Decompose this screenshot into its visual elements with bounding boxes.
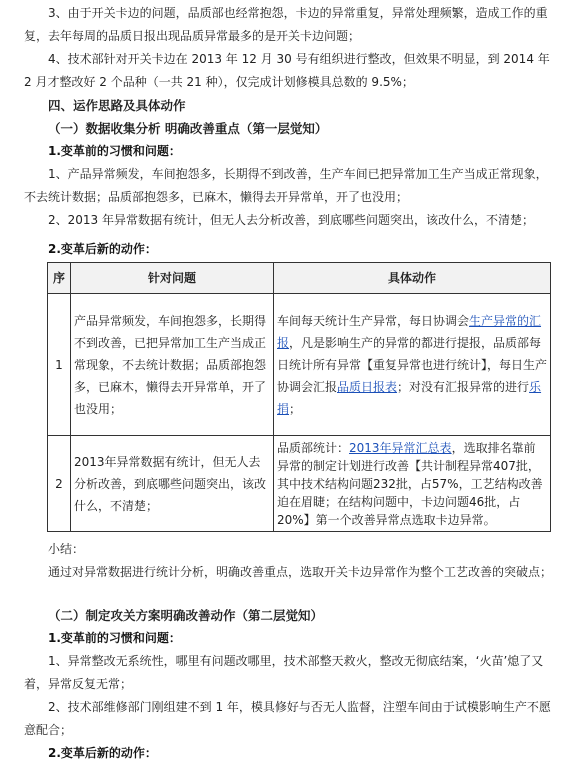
row-action bbox=[274, 294, 551, 436]
paragraph-intro-3: 3、由于开关卡边的问题，品质部也经常抱怨，卡边的异常重复，异常处理频繁，造成工作的重复，去年每周的品质日报出现品质异常最多的是开关卡边问题； bbox=[24, 6, 548, 43]
quality-daily-report-link[interactable]: 品质日报表 bbox=[337, 379, 398, 394]
section-title: 四、运作思路及具体动作 bbox=[48, 98, 186, 113]
row-action-text: ；对没有汇报异常的进行 bbox=[397, 379, 530, 394]
row-action bbox=[274, 436, 551, 532]
action-table bbox=[47, 262, 551, 532]
row-problem bbox=[71, 294, 274, 436]
header-action: 具体动作 bbox=[274, 263, 551, 294]
exception-summary-link[interactable]: 2013年异常汇总表 bbox=[349, 440, 452, 455]
row-number: 2 bbox=[48, 436, 71, 532]
header-no: 序 bbox=[48, 263, 71, 294]
donation-link[interactable]: 乐捐 bbox=[277, 379, 542, 416]
row-problem-text: 2013年异常数据有统计，但无人去分析改善，到底哪些问题突出，该改什么，不清楚； bbox=[74, 454, 267, 513]
subsection-title-2: （二）制定攻关方案明确改善动作（第二层觉知） bbox=[48, 608, 324, 623]
row-number: 1 bbox=[48, 294, 71, 436]
paragraph-intro-4: 4、技术部针对开关卡边在 2013 年 12 月 30 号有组织进行整改，但效果不明显，到 2014 年 2 月才整改好 2 个品种（一共 21 种），仅完成计划修模具总数的 9.5%； bbox=[24, 52, 550, 89]
row-problem-text: 产品异常频发，车间抱怨多，长期得不到改善，已把异常加工生产当成正常现象，不去统计数据；品质部抱怨多，已麻木，懒得去开异常单，开了也没用； bbox=[74, 313, 267, 416]
row-action-text: ，凡是影响生产的异常的都进行提报，品质部每日统计所有异常【重复异常也进行统计】，每日生产协调会汇报 bbox=[277, 335, 548, 394]
summary-title: 小结： bbox=[48, 542, 85, 556]
summary-text: 通过对异常数据进行统计分析，明确改善重点，选取开关卡边异常作为整个工艺改善的突破点； bbox=[48, 565, 553, 579]
table-header-row bbox=[48, 263, 551, 294]
after2-title: 2.变革后新的动作： bbox=[48, 746, 157, 760]
before-item-1: 1、产品异常频发，车间抱怨多，长期得不到改善，生产车间已把异常加工生产当成正常现象，不去统计数据；品质部抱怨多，已麻木，懒得去开异常单，开了也没用； bbox=[24, 167, 548, 204]
row-action-text: 车间每天统计生产异常，每日协调会 bbox=[277, 313, 470, 328]
row-action-text: 品质部统计： bbox=[277, 440, 350, 455]
before2-title: 1.变革前的习惯和问题： bbox=[48, 631, 181, 645]
before-title: 1.变革前的习惯和问题： bbox=[48, 144, 181, 158]
before-item-2: 2、2013 年异常数据有统计，但无人去分析改善，到底哪些问题突出，该改什么，不清楚； bbox=[48, 213, 534, 227]
table-row bbox=[48, 294, 551, 436]
after-title: 2.变革后新的动作： bbox=[48, 242, 157, 256]
row-problem bbox=[71, 436, 274, 532]
row-action-text: ，选取排名靠前异常的制定计划进行改善【共计制程异常407批，其中技术结构问题232批，占57%，工艺结构改善迫在眉睫；在结构问题中，卡边问题46批，占20%】第一个改善异常点选取卡边异常。 bbox=[277, 440, 543, 527]
row-action-text: ； bbox=[289, 401, 302, 416]
table-row bbox=[48, 436, 551, 532]
production-exception-report-link[interactable]: 生产异常的汇报 bbox=[277, 313, 542, 350]
header-problem: 针对问题 bbox=[71, 263, 274, 294]
subsection-title-1: （一）数据收集分析 明确改善重点（第一层觉知） bbox=[48, 121, 328, 136]
before2-item-2: 2、技术部维修部门刚组建不到 1 年，模具修好与否无人监督，注塑车间由于试模影响生产不愿意配合； bbox=[24, 700, 551, 737]
before2-item-1: 1、异常整改无系统性，哪里有问题改哪里，技术部整天救火，整改无彻底结案，‘火苗’熄了又着，异常反复无常； bbox=[24, 654, 544, 691]
